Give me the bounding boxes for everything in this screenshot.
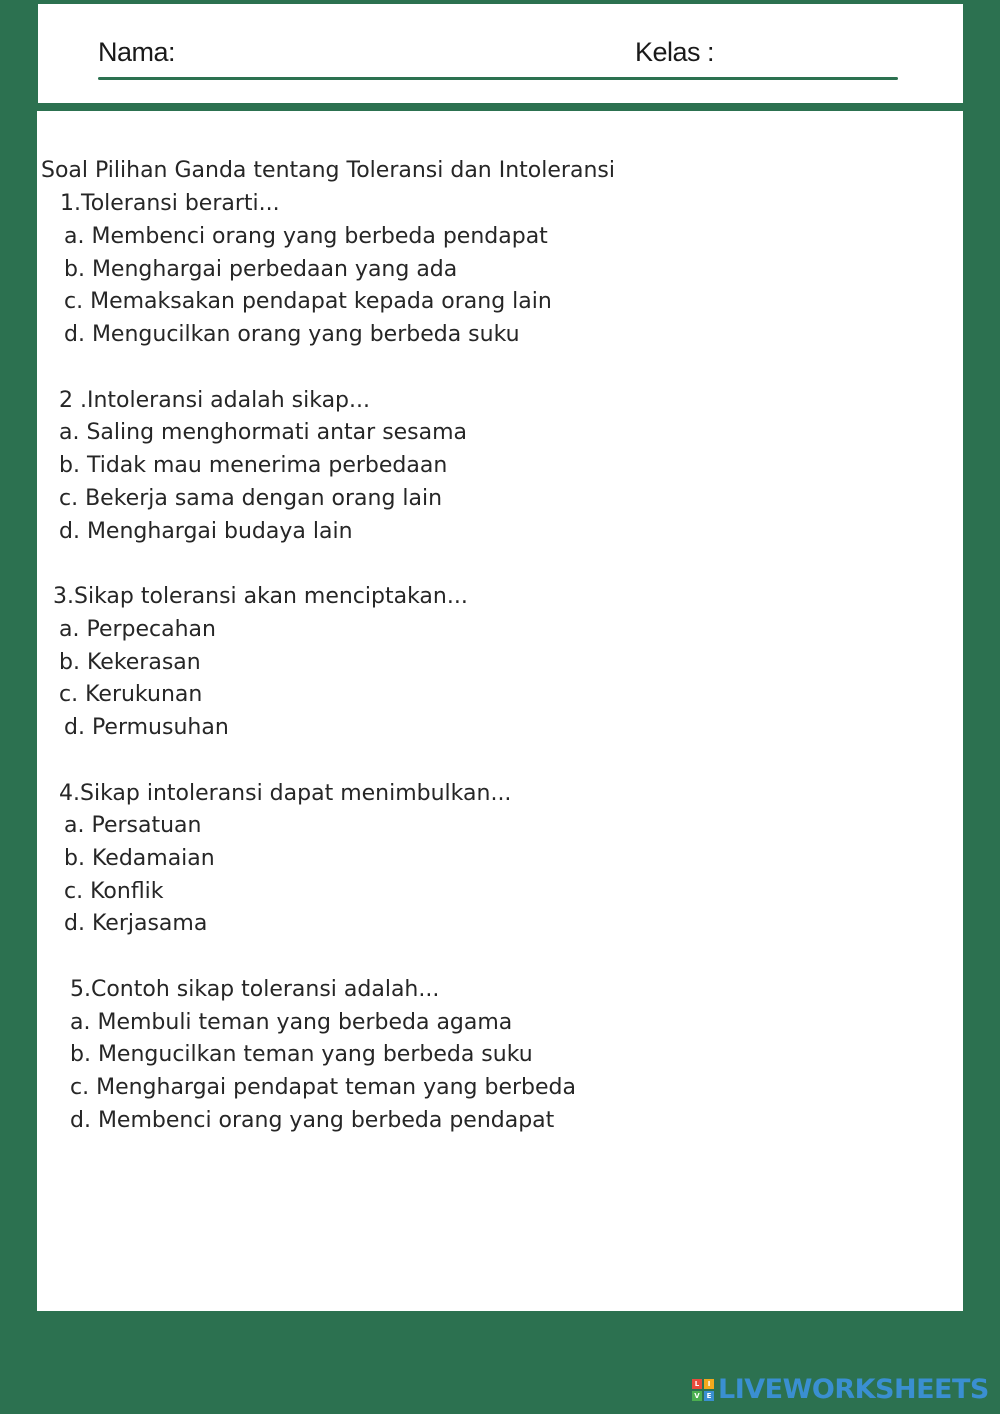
question-4-option-d: d. Kerjasama — [64, 911, 208, 936]
question-2-option-d: d. Menghargai budaya lain — [59, 519, 353, 544]
question-4-option-c: c. Konflik — [64, 879, 164, 904]
question-2-option-a: a. Saling menghormati antar sesama — [59, 420, 468, 445]
question-2-option-c: c. Bekerja sama dengan orang lain — [59, 486, 443, 511]
logo-letter-l: L — [692, 1379, 702, 1389]
logo-letter-e: E — [704, 1391, 714, 1401]
name-label: Nama: — [98, 37, 176, 67]
question-5-option-d: d. Membenci orang yang berbeda pendapat — [70, 1108, 555, 1133]
worksheet-title: Soal Pilihan Ganda tentang Toleransi dan Intoleransi — [41, 158, 615, 183]
question-4-option-b: b. Kedamaian — [64, 846, 215, 871]
question-1: 1.Toleransi berarti... — [60, 191, 280, 216]
class-label: Kelas : — [635, 37, 715, 67]
logo-letter-v: V — [692, 1391, 702, 1401]
question-5-option-a: a. Membuli teman yang berbeda agama — [70, 1010, 513, 1035]
header-underline — [98, 77, 898, 80]
question-2: 2 .Intoleransi adalah sikap... — [59, 388, 370, 413]
question-4: 4.Sikap intoleransi dapat menimbulkan... — [59, 781, 512, 806]
question-4-option-a: a. Persatuan — [64, 813, 202, 838]
logo-grid-icon — [692, 1379, 714, 1401]
header-card — [38, 4, 963, 103]
question-3-option-c: c. Kerukunan — [59, 682, 203, 707]
question-1-option-a: a. Membenci orang yang berbeda pendapat — [64, 224, 548, 249]
question-5-option-c: c. Menghargai pendapat teman yang berbeda — [70, 1075, 576, 1100]
question-3-option-a: a. Perpecahan — [59, 617, 216, 642]
question-1-option-b: b. Menghargai perbedaan yang ada — [64, 257, 458, 282]
question-3-option-b: b. Kekerasan — [59, 650, 201, 675]
question-3: 3.Sikap toleransi akan menciptakan... — [53, 584, 468, 609]
question-3-option-d: d. Permusuhan — [64, 715, 229, 740]
logo-letter-i: I — [704, 1379, 714, 1389]
logo-text: LIVEWORKSHEETS — [718, 1374, 989, 1405]
question-1-option-d: d. Mengucilkan orang yang berbeda suku — [64, 322, 520, 347]
question-1-option-c: c. Memaksakan pendapat kepada orang lain — [64, 289, 552, 314]
question-2-option-b: b. Tidak mau menerima perbedaan — [59, 453, 448, 478]
worksheet-card — [37, 111, 963, 1311]
liveworksheets-logo[interactable] — [692, 1374, 989, 1405]
question-5-option-b: b. Mengucilkan teman yang berbeda suku — [70, 1042, 533, 1067]
question-5: 5.Contoh sikap toleransi adalah... — [70, 977, 440, 1002]
